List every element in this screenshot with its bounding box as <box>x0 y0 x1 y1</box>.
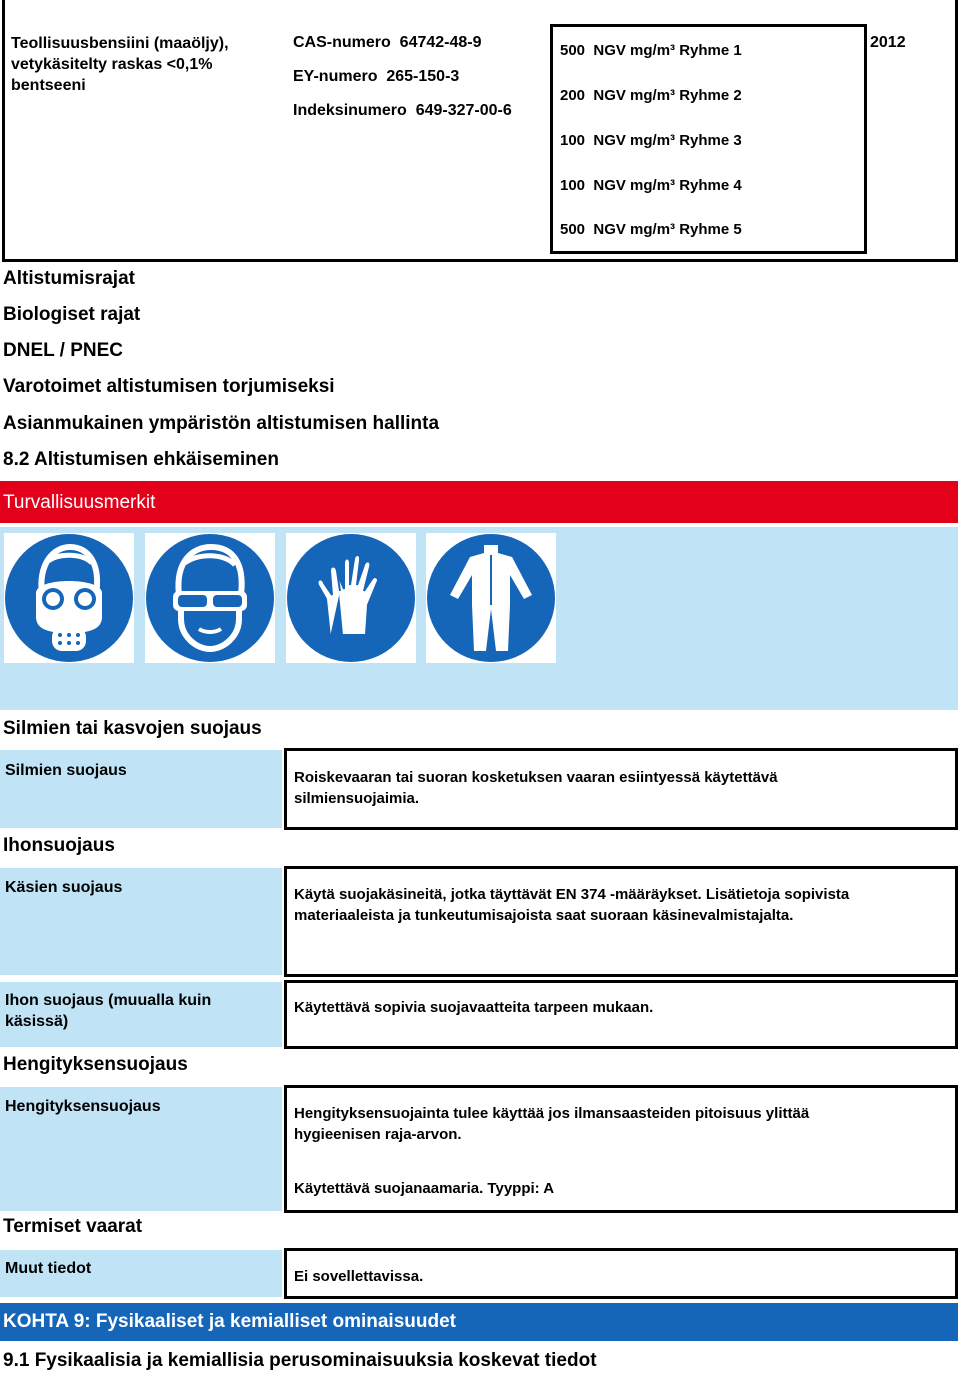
limit-value-5: 500 NGV mg/m³ Ryhme 5 <box>560 221 742 238</box>
respiratory-label-cell <box>0 1087 282 1211</box>
heading-dnel-pnec: DNEL / PNEC <box>3 340 124 361</box>
year: 2012 <box>870 34 906 51</box>
heading-respiratory-protection: Hengityksensuojaus <box>3 1054 188 1075</box>
limit-value-1: 500 NGV mg/m³ Ryhme 1 <box>560 42 742 59</box>
respiratory-text-cell <box>284 1085 958 1213</box>
section-9-title: KOHTA 9: Fysikaaliset ja kemialliset ominaisuudet <box>3 1311 456 1332</box>
respiratory-label: Hengityksensuojaus <box>5 1098 161 1115</box>
protective-suit-sign-icon <box>426 533 556 663</box>
gas-mask-sign-icon <box>4 533 134 663</box>
hand-protection-text-cell <box>284 866 958 977</box>
eye-protection-label: Silmien suojaus <box>5 762 127 779</box>
index-number: Indeksinumero 649-327-00-6 <box>293 102 512 119</box>
hand-protection-label: Käsien suojaus <box>5 879 123 896</box>
other-info-label-cell <box>0 1250 282 1297</box>
ec-number: EY-numero 265-150-3 <box>293 68 460 85</box>
other-info-text: Ei sovellettavissa. <box>294 1268 424 1285</box>
cas-number: CAS-numero 64742-48-9 <box>293 34 482 51</box>
heading-skin-protection: Ihonsuojaus <box>3 835 115 856</box>
other-info-text-cell <box>284 1248 958 1299</box>
eye-protection-text: Roiskevaaran tai suoran kosketuksen vaaran esiintyessä käytettävä silmiensuojaimia. <box>294 769 778 807</box>
respiratory-text-1: Hengityksensuojainta tulee käyttää jos ilmansaasteiden pitoisuus ylittää hygieenisen raja-arvon. <box>294 1105 810 1143</box>
heading-exposure-limits: Altistumisrajat <box>3 268 135 289</box>
limit-value-4: 100 NGV mg/m³ Ryhme 4 <box>560 177 742 194</box>
heading-biological-limits: Biologiset rajat <box>3 304 141 325</box>
heading-exposure-prevention: 8.2 Altistumisen ehkäiseminen <box>3 449 279 470</box>
hand-protection-text: Käytä suojakäsineitä, jotka täyttävät EN 374 -määräykset. Lisätietoja sopivista materiaaleista ja tunkeutumisajoista saat suoraan käsinevalmistajalta. <box>294 886 850 924</box>
limit-value-3: 100 NGV mg/m³ Ryhme 3 <box>560 132 742 149</box>
heading-exposure-precautions: Varotoimet altistumisen torjumiseksi <box>3 376 335 397</box>
other-skin-protection-label-cell <box>0 982 282 1047</box>
limit-value-2: 200 NGV mg/m³ Ryhme 2 <box>560 87 742 104</box>
safety-goggles-sign-icon <box>145 533 275 663</box>
other-info-label: Muut tiedot <box>5 1260 92 1277</box>
other-skin-protection-text: Käytettävä sopivia suojavaatteita tarpeen mukaan. <box>294 999 654 1016</box>
eye-protection-label-cell <box>0 750 282 828</box>
heading-eye-face-protection: Silmien tai kasvojen suojaus <box>3 718 262 739</box>
other-skin-protection-text-cell <box>284 980 958 1049</box>
safety-signs-title: Turvallisuusmerkit <box>3 492 156 513</box>
heading-environmental-exposure: Asianmukainen ympäristön altistumisen hallinta <box>3 413 440 434</box>
protective-gloves-sign-icon <box>286 533 416 663</box>
other-skin-protection-label: Ihon suojaus (muualla kuin käsissä) <box>5 992 212 1030</box>
section-9-1-subtitle: 9.1 Fysikaalisia ja kemiallisia perusominaisuuksia koskevat tiedot <box>3 1350 597 1371</box>
hand-protection-label-cell <box>0 868 282 975</box>
eye-protection-text-cell <box>284 748 958 830</box>
respiratory-text-2: Käytettävä suojanaamaria. Tyyppi: A <box>294 1180 555 1197</box>
heading-thermal-hazards: Termiset vaarat <box>3 1216 143 1237</box>
substance-name: Teollisuusbensiini (maaöljy), vetykäsitelty raskas <0,1% bentseeni <box>11 35 229 94</box>
